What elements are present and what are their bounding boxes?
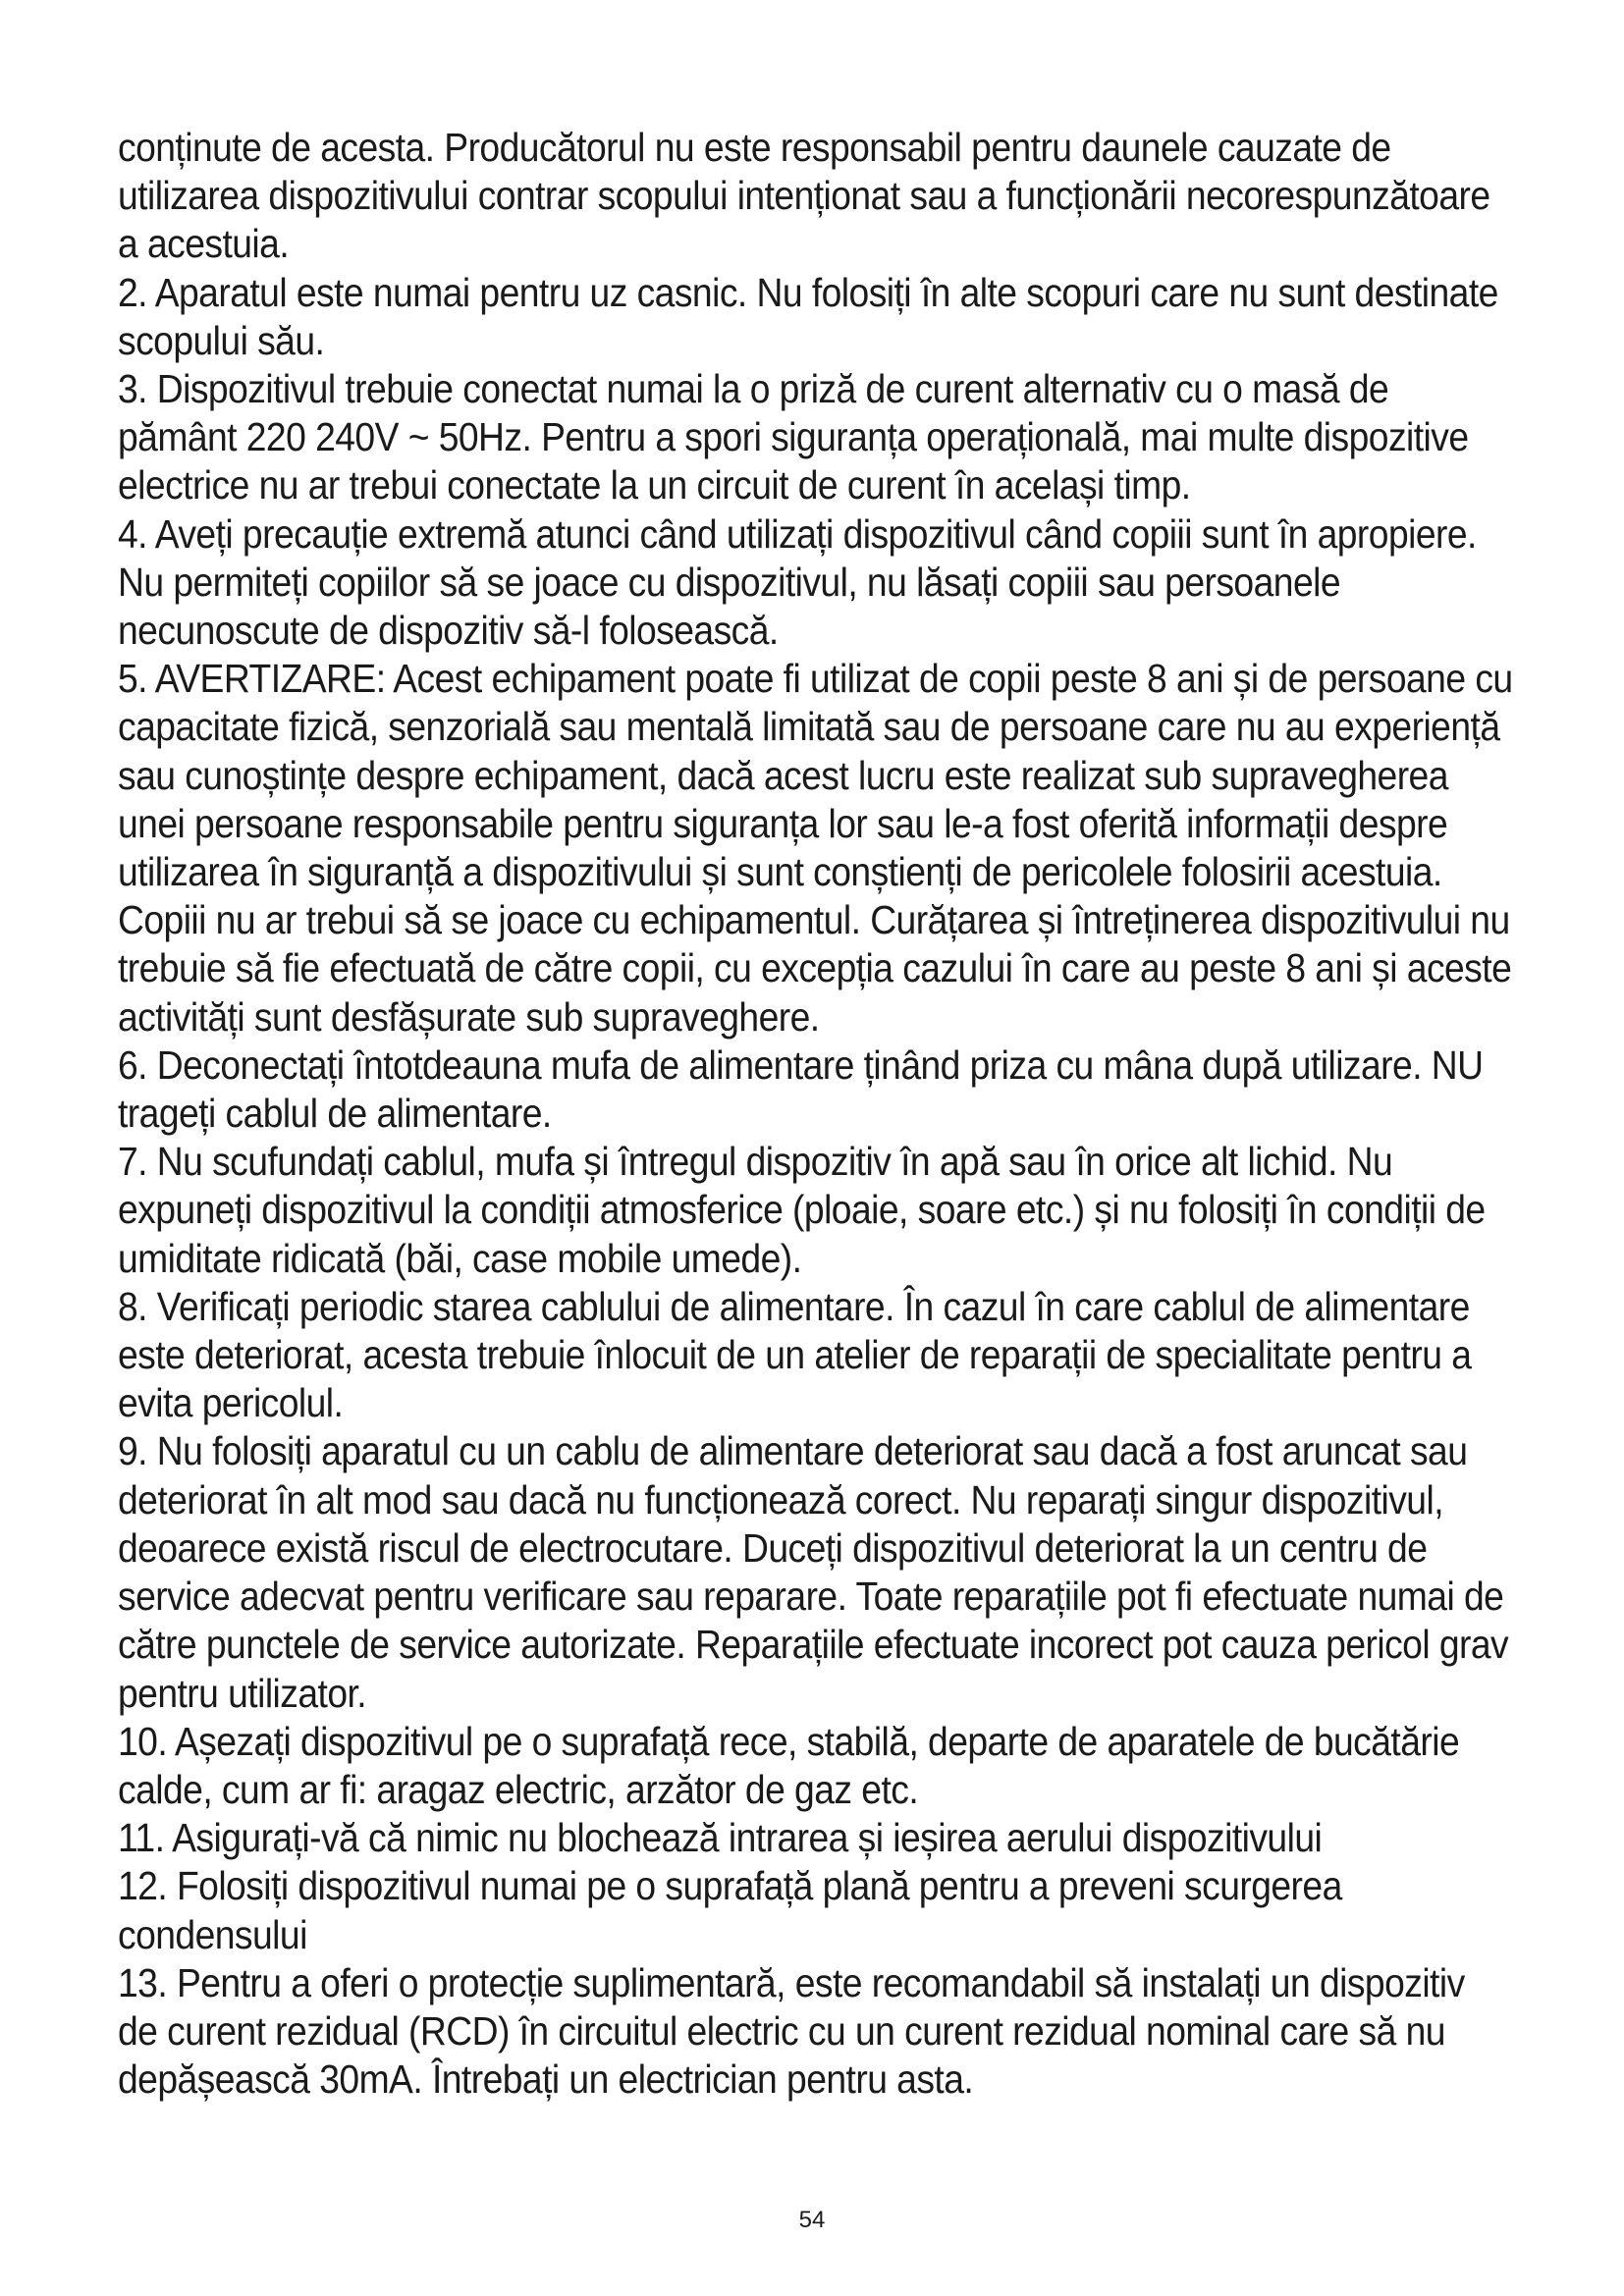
paragraph-item-4: 4. Aveți precauție extremă atunci când utilizați dispozitivul când copiii sunt în apropiere. Nu permiteți copiilor să se joace cu dispozitivul, nu lăsați copiii sau persoanele necunoscute de dispozitiv să-l folosească. [118, 510, 1477, 654]
document-body [118, 124, 1513, 2104]
paragraph-item-5: 5. AVERTIZARE: Acest echipament poate fi utilizat de copii peste 8 ani și de persoane cu capacitate fizică, senzorială sau mentală limitată sau de persoane care nu au experiență sau cunoștințe despre echipament, dacă acest lucru este realizat sub supravegherea unei persoane responsabile pentru siguranța lor sau le-a fost oferită informații despre utilizarea în siguranță a dispozitivului și sunt conștienți de pericolele folosirii acestuia. Copiii nu ar trebui să se joace cu echipamentul. Curățarea și întreținerea dispozitivului nu trebuie să fie efectuată de către copii, cu excepția cazului în care au peste 8 ani și aceste activități sunt desfășurate sub supraveghere. [118, 656, 1513, 1040]
paragraph-item-10: 10. Așezați dispozitivul pe o suprafață rece, stabilă, departe de aparatele de bucătărie calde, cum ar fi: aragaz electric, arzător de gaz etc. [118, 1718, 1460, 1812]
paragraph-item-11: 11. Asigurați-vă că nimic nu blochează intrarea și ieșirea aerului dispozitivului [118, 1815, 1323, 1861]
paragraph-item-9: 9. Nu folosiți aparatul cu un cablu de alimentare deteriorat sau dacă a fost aruncat sau deteriorat în alt mod sau dacă nu funcționează corect. Nu reparați singur dispozitivul, deoarece există riscul de electrocutare. Duceți dispozitivul deteriorat la un centru de service adecvat pentru verificare sau reparare. Toate reparațiile pot fi efectuate numai de către punctele de service autorizate. Reparațiile efectuate incorect pot cauza pericol grav pentru utilizator. [118, 1428, 1509, 1716]
paragraph-item-6: 6. Deconectați întotdeauna mufa de alimentare ținând priza cu mâna după utilizare. NU trageți cablul de alimentare. [118, 1041, 1484, 1137]
paragraph-item-7: 7. Nu scufundați cablul, mufa și întregul dispozitiv în apă sau în orice alt lichid. Nu expuneți dispozitivul la condiții atmosferice (ploaie, soare etc.) și nu folosiți în condiții de umiditate ridicată (băi, case mobile umede). [118, 1139, 1486, 1281]
paragraph-item-8: 8. Verificați periodic starea cablului de alimentare. În cazul în care cablul de alimentare este deteriorat, acesta trebuie înlocuit de un atelier de reparații de specialitate pentru a evita pericolul. [118, 1283, 1472, 1426]
paragraph-item-3: 3. Dispozitivul trebuie conectat numai la o priză de curent alternativ cu o masă de pământ 220 240V ~ 50Hz. Pentru a spori siguranța operațională, mai multe dispozitive electrice nu ar trebui conectate la un circuit de curent în același timp. [118, 366, 1469, 508]
paragraph-item-13: 13. Pentru a oferi o protecție suplimentară, este recomandabil să instalați un dispozitiv de curent rezidual (RCD) în circuitul electric cu un curent rezidual nominal care să nu depășească 30mA. Întrebați un electrician pentru asta. [118, 1959, 1465, 2103]
paragraph-item-2: 2. Aparatul este numai pentru uz casnic. Nu folosiți în alte scopuri care nu sunt destinate scopului său. [118, 269, 1498, 363]
page-number: 54 [798, 2207, 826, 2233]
paragraph-intro: conținute de acesta. Producătorul nu este responsabil pentru daunele cauzate de utilizarea dispozitivului contrar scopului intenționat sau a funcționării necorespunzătoare a acestuia. [118, 125, 1490, 267]
paragraph-item-12: 12. Folosiți dispozitivul numai pe o suprafață plană pentru a preveni scurgerea condensului [118, 1863, 1342, 1957]
